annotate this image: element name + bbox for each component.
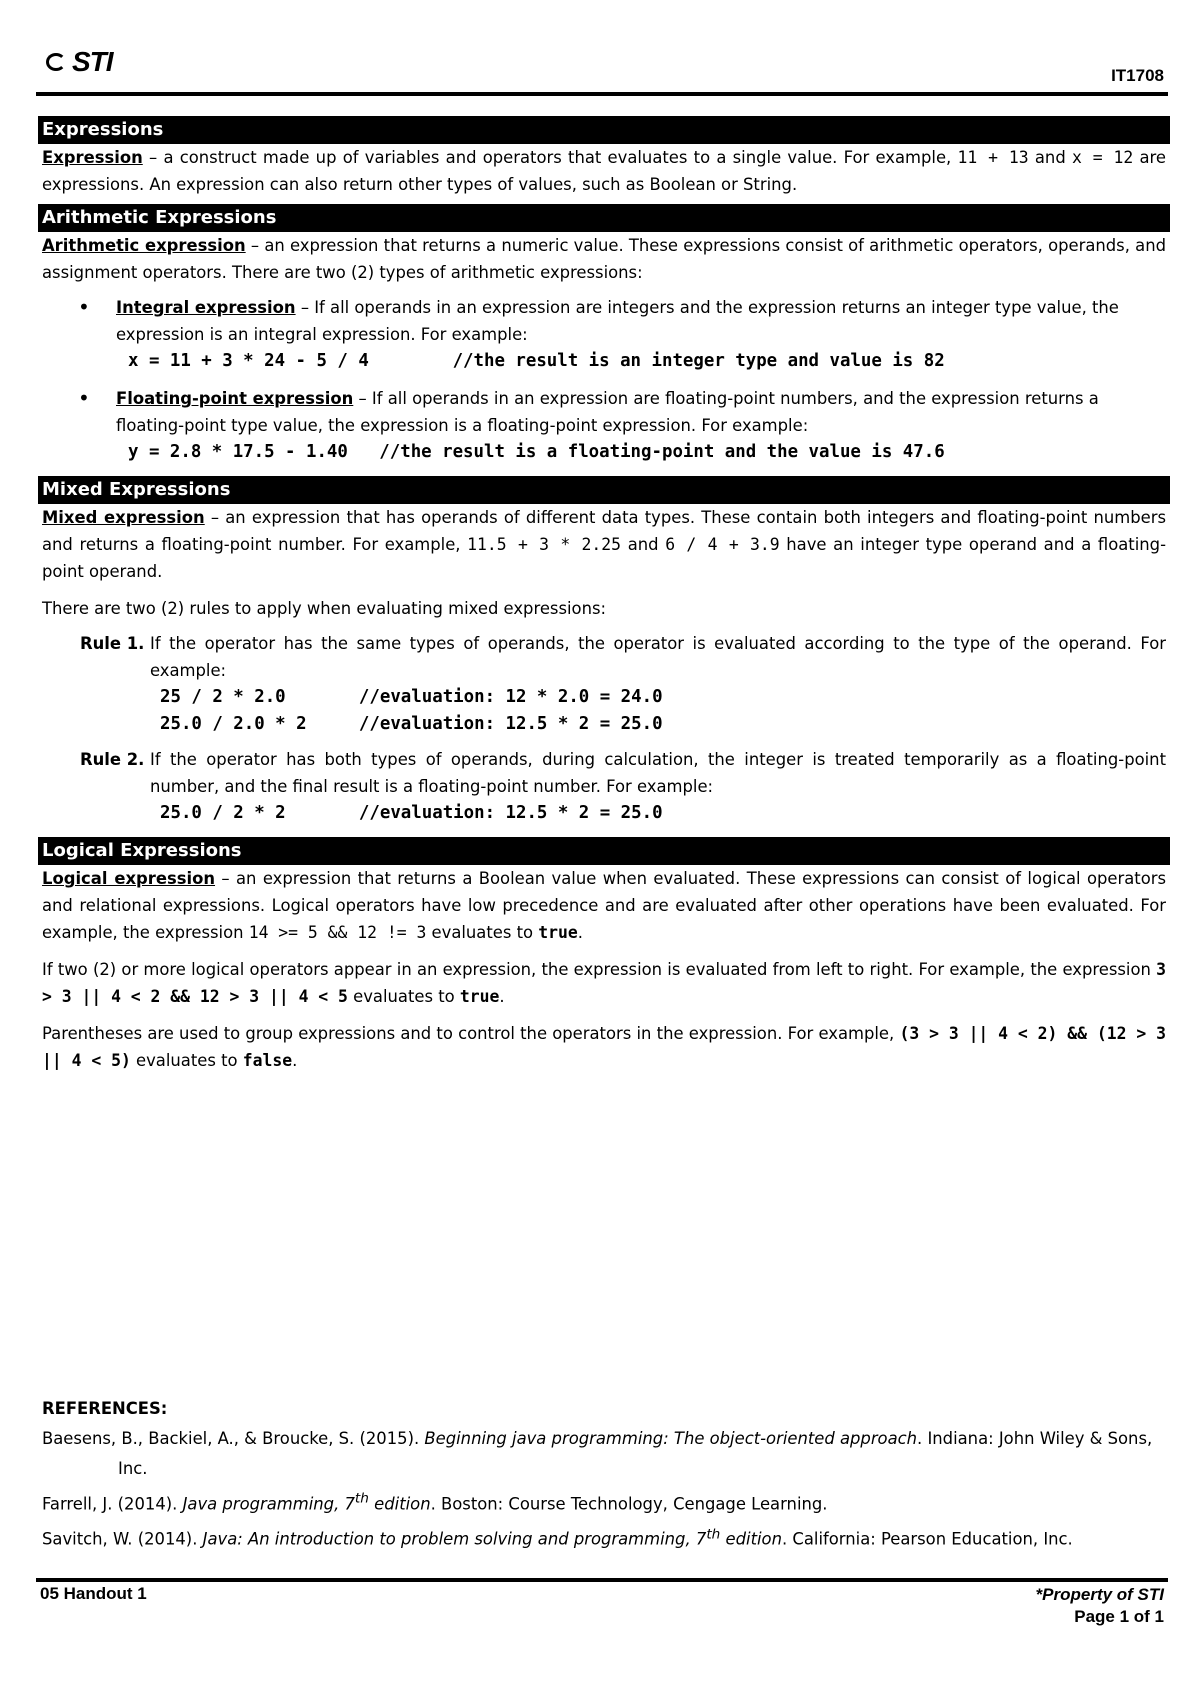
reference-title: Java: An introduction to problem solving and programming, 7	[202, 1529, 707, 1549]
paragraph-text: Parentheses are used to group expressions and to control the operators in the expression. For example,	[42, 1024, 900, 1043]
definition-tail: have an integer type operand and a floating-point operand.	[42, 535, 1166, 581]
example-code: 11.5 + 3 * 2.25	[467, 535, 622, 554]
definition-tail: are expressions. An expression can also return other types of values, such as Boolean or String.	[42, 148, 1167, 194]
conjunction: and	[1028, 148, 1072, 167]
list-item-floating-point	[42, 385, 1166, 466]
rule-1-body	[150, 630, 1166, 738]
rule-1	[42, 630, 1166, 738]
term-mixed-expression: Mixed expression	[42, 508, 205, 527]
reference-authors: Savitch, W. (2014).	[42, 1529, 203, 1549]
code-example-floating-point: y = 2.8 * 17.5 - 1.40 //the result is a floating-point and the value is 47.6	[128, 442, 945, 462]
property-notice: *Property of STI	[1035, 1585, 1164, 1604]
expression-definition	[42, 144, 1166, 198]
references	[42, 1394, 1166, 1555]
mixed-definition	[42, 504, 1166, 585]
reference-publisher: . Boston: Course Technology, Cengage Learning.	[430, 1494, 828, 1514]
period: .	[292, 1051, 298, 1070]
evaluates-to-text: evaluates to	[130, 1051, 243, 1070]
result-value: true	[459, 987, 500, 1006]
footer-divider	[36, 1578, 1168, 1582]
rule-1-code-line-1: 25 / 2 * 2.0 //evaluation: 12 * 2.0 = 24.0	[160, 687, 663, 707]
example-code: (3 > 3 || 4 < 2) && (12 > 3 || 4 < 5)	[42, 1024, 1167, 1070]
reference-title-tail: edition	[368, 1494, 431, 1514]
period: .	[577, 923, 583, 942]
reference-item	[42, 1519, 1166, 1554]
reference-publisher: . Indiana: John Wiley & Sons, Inc.	[118, 1429, 1153, 1478]
example-code: x = 12	[1071, 148, 1134, 167]
rule-1-code-line-2: 25.0 / 2.0 * 2 //evaluation: 12.5 * 2 = 25.0	[160, 714, 663, 734]
header-divider	[36, 92, 1168, 96]
rule-2	[42, 746, 1166, 827]
definition-text: – an expression that has operands of different data types. These contain both integers and floating-point numbers and returns a floating-point number. For example,	[42, 508, 1166, 554]
example-code: 11 + 13	[957, 148, 1029, 167]
section-heading-mixed: Mixed Expressions	[38, 476, 1170, 504]
logical-definition	[42, 865, 1166, 946]
references-title: REFERENCES:	[42, 1399, 168, 1418]
evaluates-to-text: evaluates to	[426, 923, 539, 942]
section-heading-arithmetic: Arithmetic Expressions	[38, 204, 1170, 232]
term-integral-expression: Integral expression	[116, 298, 296, 317]
paragraph-text: If two (2) or more logical operators appear in an expression, the expression is evaluated from left to right. For example, the expression	[42, 960, 1157, 979]
page-number: Page 1 of 1	[1074, 1607, 1164, 1626]
document-body	[42, 116, 1166, 1074]
term-arithmetic-expression: Arithmetic expression	[42, 236, 246, 255]
rule-2-label: Rule 2.	[80, 750, 145, 769]
definition-text: – If all operands in an expression are integers and the expression returns an integer type value, the expression is an integral expression. For example:	[116, 298, 1119, 344]
rule-2-body	[150, 746, 1166, 827]
reference-item	[42, 1484, 1166, 1519]
reference-authors: Farrell, J. (2014).	[42, 1494, 183, 1514]
definition-text: – If all operands in an expression are floating-point numbers, and the expression returns a floating-point type value, the expression is a floating-point expression. For example:	[116, 389, 1099, 435]
example-code: 14 >= 5 && 12 != 3	[248, 923, 427, 942]
section-heading-expressions: Expressions	[38, 116, 1170, 144]
definition-text: – an expression that returns a Boolean value when evaluated. These expressions can consist of logical operators and relational expressions. Logical operators have low precedence and are evaluated after other operations have been evaluated. For example, the expression	[42, 869, 1166, 942]
reference-item	[42, 1424, 1166, 1484]
logical-parentheses	[42, 1020, 1166, 1074]
sti-logo-icon	[46, 51, 68, 73]
list-item-integral	[42, 294, 1166, 375]
result-value: true	[538, 923, 578, 942]
ordinal-suffix: th	[706, 1526, 721, 1543]
ordinal-suffix: th	[354, 1491, 369, 1507]
reference-publisher: . California: Pearson Education, Inc.	[781, 1529, 1073, 1549]
conjunction: and	[621, 535, 666, 554]
evaluates-to-text: evaluates to	[347, 987, 460, 1006]
term-floating-point-expression: Floating-point expression	[116, 389, 354, 408]
result-value: false	[242, 1051, 293, 1070]
sti-logo	[46, 44, 113, 80]
definition-text: – an expression that returns a numeric value. These expressions consist of arithmetic operators, operands, and assignment operators. There are two (2) types of arithmetic expressions:	[42, 236, 1166, 282]
definition-text: – a construct made up of variables and operators that evaluates to a single value. For example,	[142, 148, 958, 167]
code-example-integral: x = 11 + 3 * 24 - 5 / 4 //the result is an integer type and value is 82	[128, 351, 945, 371]
term-expression: Expression	[42, 148, 143, 167]
rule-1-text: If the operator has the same types of operands, the operator is evaluated according to the type of the operand. For example:	[150, 634, 1166, 680]
logical-left-to-right	[42, 956, 1166, 1010]
course-code: IT1708	[1111, 66, 1164, 85]
reference-authors: Baesens, B., Backiel, A., & Broucke, S. (2015).	[42, 1429, 425, 1448]
rules-intro: There are two (2) rules to apply when evaluating mixed expressions:	[42, 599, 607, 618]
reference-title-tail: edition	[720, 1529, 782, 1549]
example-code: 6 / 4 + 3.9	[665, 535, 780, 554]
arithmetic-definition	[42, 232, 1166, 286]
handout-label: 05 Handout 1	[40, 1584, 147, 1603]
logo-text: STI	[72, 46, 113, 77]
arithmetic-types-list	[42, 294, 1166, 466]
rule-2-text: If the operator has both types of operands, during calculation, the integer is treated temporarily as a floating-point number, and the final result is a floating-point number. For example:	[150, 750, 1166, 796]
period: .	[499, 987, 505, 1006]
reference-title: Beginning java programming: The object-oriented approach	[424, 1429, 918, 1448]
rule-2-code-line: 25.0 / 2 * 2 //evaluation: 12.5 * 2 = 25.0	[160, 803, 663, 823]
example-code: 3 > 3 || 4 < 2 && 12 > 3 || 4 < 5	[42, 960, 1166, 1006]
rule-1-label: Rule 1.	[80, 634, 145, 653]
footer-right	[1036, 1584, 1164, 1628]
term-logical-expression: Logical expression	[42, 869, 216, 888]
reference-title: Java programming, 7	[182, 1494, 355, 1514]
section-heading-logical: Logical Expressions	[38, 837, 1170, 865]
